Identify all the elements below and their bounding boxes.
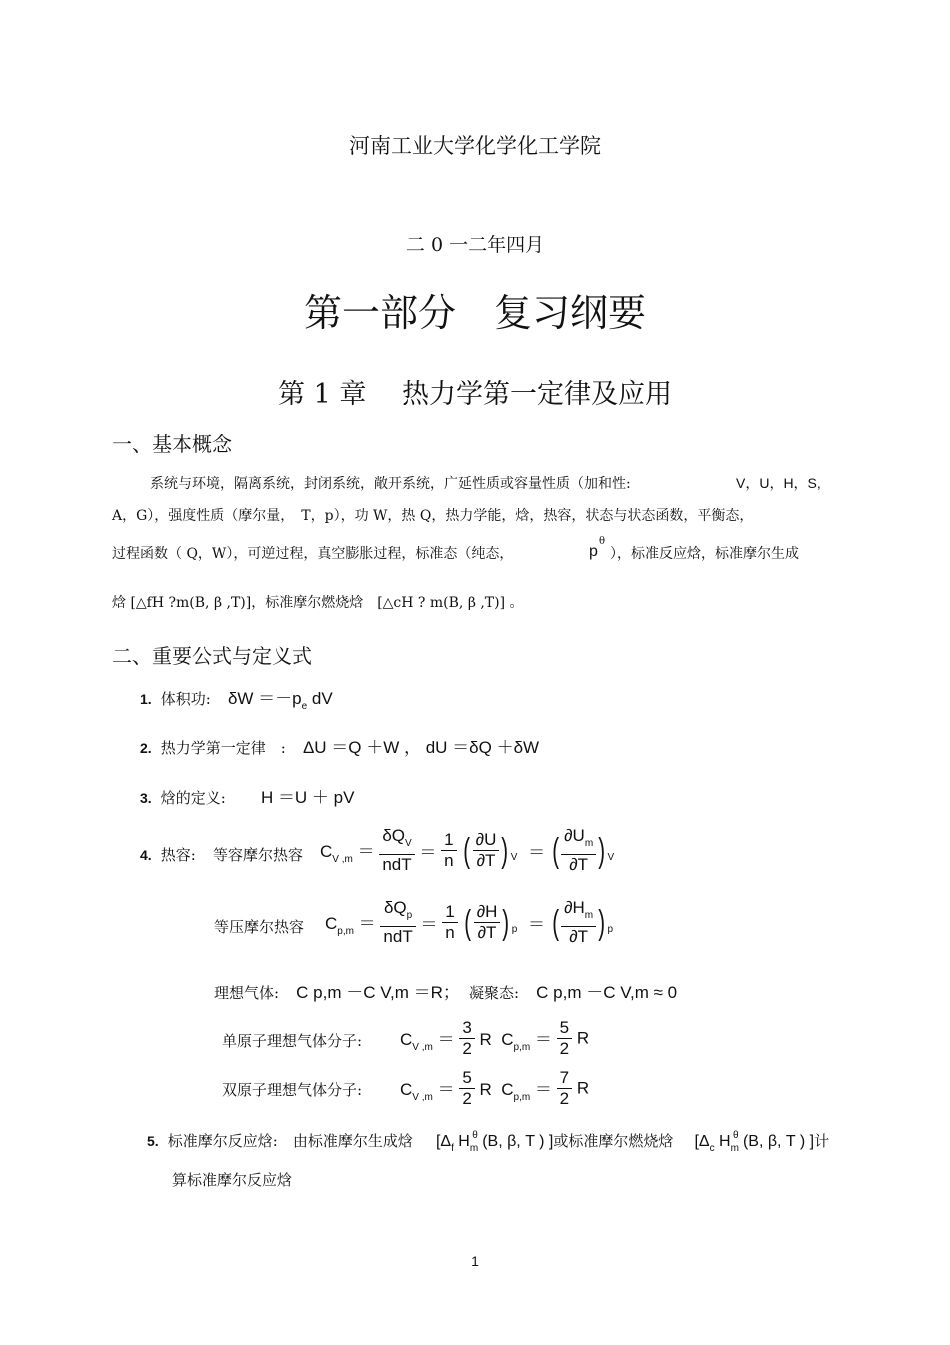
part-title: 第一部分 复习纲要: [303, 291, 646, 335]
cv-label: 等容摩尔热容: [212, 846, 303, 864]
formula-2-expr: ΔU ＝Q ＋W ， dU ＝δQ ＋δW: [302, 738, 540, 757]
monatomic-equation: $C_{V ,m}$ ＝ $\frac{3}{2}$ R $C_{p,m}$ ＝ $\frac{5}{2}$ R: [400, 1018, 590, 1058]
formula-3-expr: H ＝U ＋ pV: [260, 788, 355, 807]
formula-4-label-row: [140, 844, 303, 865]
cv-molar-equation: $C_{V ,m}$ ＝ $\frac{\delta Q_V}{\text{ndT}}$ ＝ $\frac{1}{n}$ ( $\frac{\partial U}{\partial T}$ ) $_V$ ＝ ( $\frac{\partial U_m}{\partial T}$ ) $_V$: [320, 826, 615, 874]
concepts-line-2: A，G），强度性质（摩尔量， T，p），功 W，热 Q，热力学能，焓，热容，状态与状态函数，平衡态，: [112, 508, 754, 524]
combustion-enthalpy-symbol: [$\Delta_c$ $H_m^\theta$ (B, β, T ) ]: [694, 1130, 815, 1154]
formula-4-number: 4.: [140, 847, 152, 863]
document-date: 二 0 一二年四月: [405, 234, 545, 256]
condensed-expr: C p,m －C V,m ≈ 0: [536, 983, 678, 1002]
diatomic-equation: $C_{V ,m}$ ＝ $\frac{5}{2}$ R $C_{p,m}$ ＝ $\frac{7}{2}$ R: [400, 1068, 590, 1108]
formula-1: [140, 684, 333, 712]
formula-1-lhs: δW ＝－p: [227, 689, 302, 708]
ideal-gas-label: 理想气体:: [214, 984, 280, 1002]
formula-5-text-d: 算标准摩尔反应焓: [172, 1171, 293, 1189]
theta-superscript: θ: [599, 536, 606, 547]
chapter-title: 第 1 章 热力学第一定律及应用: [278, 379, 672, 410]
ideal-gas-expr: C p,m －C V,m ＝R；: [296, 983, 460, 1002]
formula-4-label: 热容:: [160, 846, 196, 864]
concepts-line-1-symbols: V，U，H，S,: [736, 475, 821, 491]
formula-3-number: 3.: [140, 790, 152, 806]
formula-1-number: 1.: [140, 691, 152, 707]
diatomic-label: 双原子理想气体分子:: [222, 1081, 363, 1099]
formula-5-number: 5.: [147, 1133, 159, 1149]
formula-2-label: 热力学第一定律 :: [160, 739, 286, 757]
formula-5-text-b: 或标准摩尔燃烧焓: [553, 1132, 674, 1150]
formula-2-number: 2.: [140, 740, 152, 756]
concepts-line-3-end: ），标准反应焓，标准摩尔生成: [610, 546, 799, 562]
formula-1-label: 体积功:: [160, 690, 211, 708]
formula-1-subscript: e: [301, 701, 308, 712]
formula-5: [147, 1130, 829, 1154]
formula-5-text-c: 计: [814, 1132, 830, 1150]
cp-molar-equation: $C_{p,m}$ ＝ $\frac{\delta Q_p}{\text{ndT}}$ ＝ $\frac{1}{n}$ ( $\frac{\partial H}{\partial T}$ ) $_p$ ＝ ( $\frac{\partial H_m}{\partial T}$ ) $_p$: [325, 898, 614, 946]
formula-1-rhs: dV: [307, 689, 333, 708]
concepts-line-1: 系统与环境，隔离系统，封闭系统，敞开系统，广延性质或容量性质（加和性:: [150, 476, 631, 492]
condensed-label: 凝聚态:: [468, 984, 520, 1002]
section-heading-formulas: 二、重要公式与定义式: [112, 644, 312, 668]
standard-pressure-symbol: p: [589, 543, 598, 560]
section-heading-basic-concepts: 一、基本概念: [112, 432, 232, 456]
concepts-line-4: 焓 [△fH ?m(B, β ,T)]，标准摩尔燃烧焓 [△cH ? m(B, β ,T)] 。: [112, 595, 524, 611]
monatomic-label: 单原子理想气体分子:: [222, 1032, 363, 1050]
cp-label: 等压摩尔热容: [214, 918, 305, 936]
formula-3: [140, 783, 354, 808]
ideal-gas-row: [214, 978, 677, 1003]
formula-5-text-a: 标准摩尔反应焓: 由标准摩尔生成焓: [167, 1132, 413, 1150]
concepts-line-3: 过程函数（ Q，W），可逆过程，真空膨胀过程，标准态（纯态，: [112, 546, 514, 562]
formula-2: [140, 733, 539, 758]
formula-3-label: 焓的定义:: [160, 789, 226, 807]
page-number: 1: [471, 1253, 479, 1269]
institution-name: 河南工业大学化学化工学院: [349, 134, 601, 158]
formation-enthalpy-symbol: [$\Delta_f$ $H_m^\theta$ (B, β, T ) ]: [435, 1130, 554, 1154]
